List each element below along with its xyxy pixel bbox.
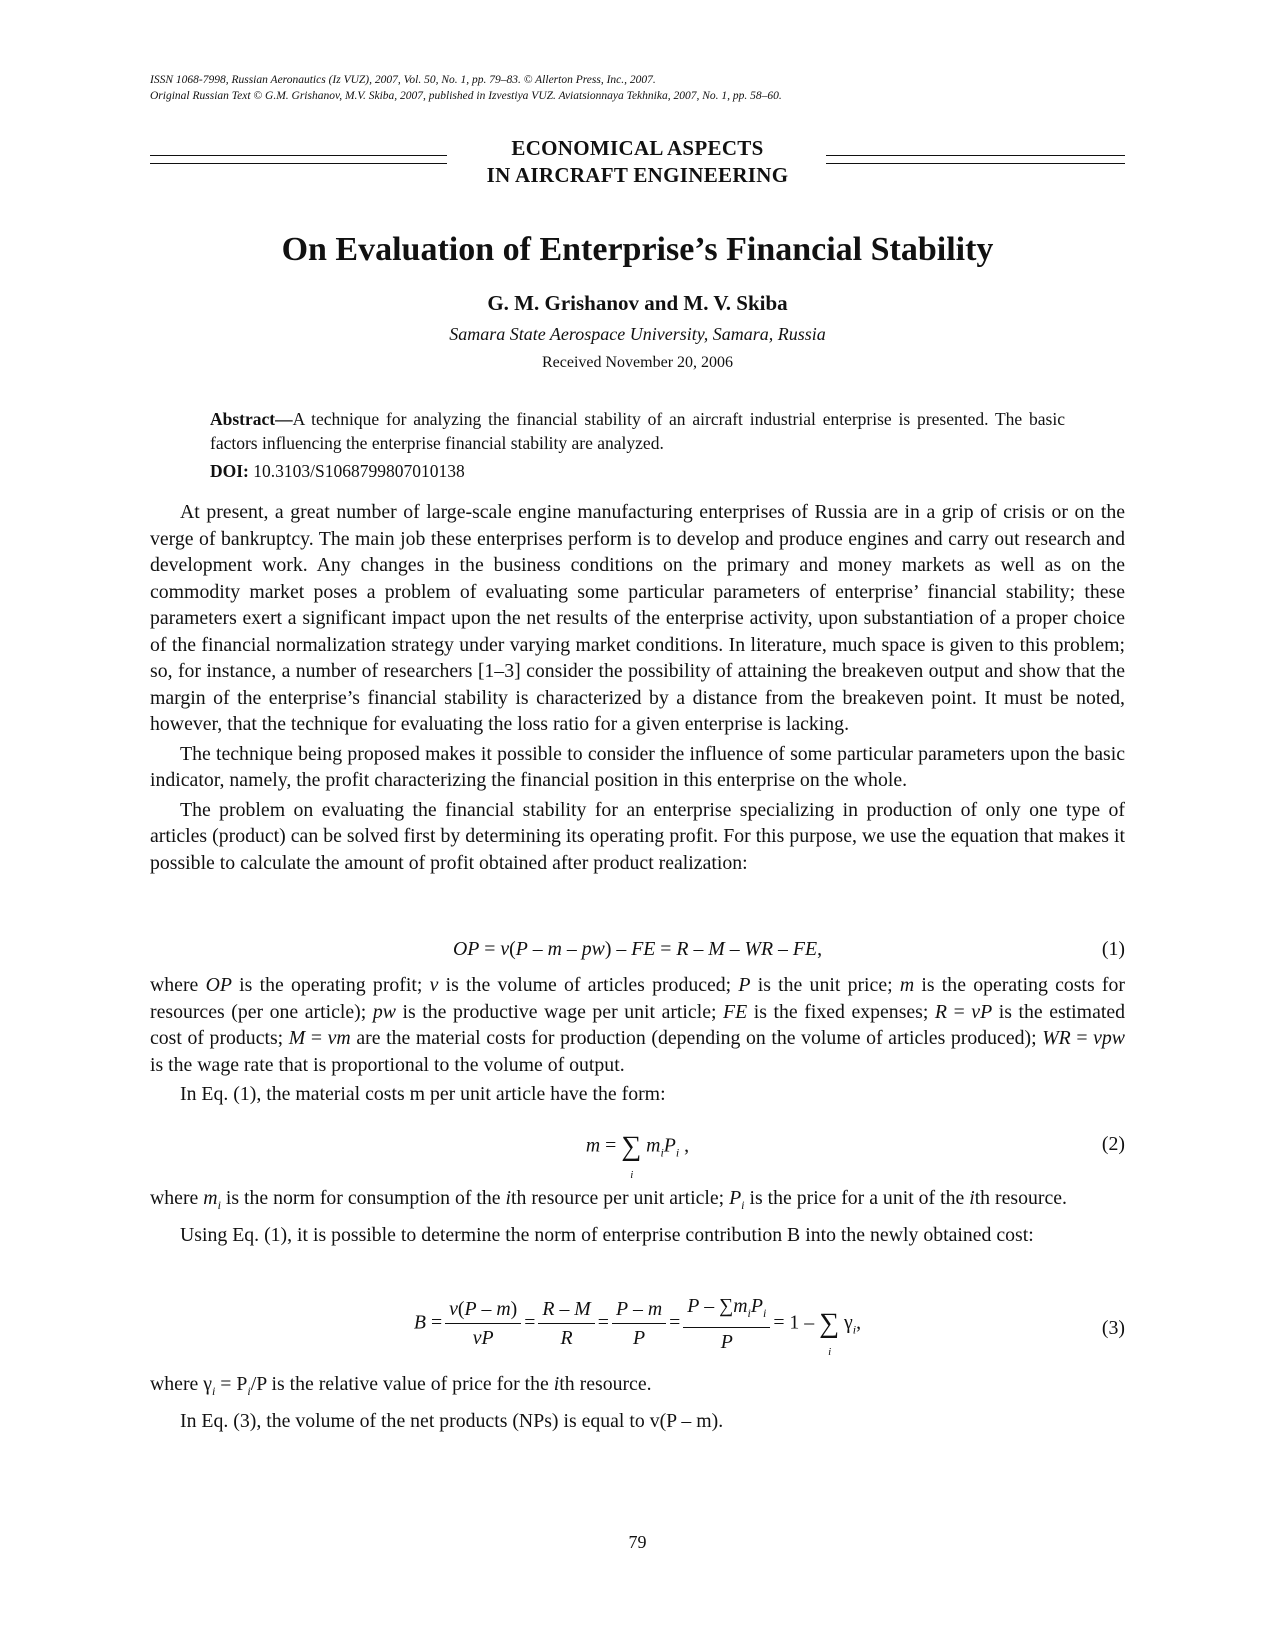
section-heading	[150, 135, 1125, 189]
doi-value: 10.3103/S1068799807010138	[248, 461, 465, 481]
text-frag-c: th resource per unit article;	[511, 1187, 730, 1209]
equation-2-number: (2)	[1101, 1133, 1125, 1155]
abstract	[210, 407, 1065, 455]
frac-3: $\frac{P - m}{P}$	[612, 1296, 666, 1351]
header-line-1: ISSN 1068-7998, Russian Aeronautics (Iz VUZ), 2007, Vol. 50, No. 1, pp. 79–83. © Allerton Press, Inc., 2007.	[150, 74, 656, 86]
paragraph-norm-definition: where $m_i$ is the norm for consumption of the ith resource per unit article; $P_i$ is the price for a unit of the ith resource.	[150, 1187, 1067, 1212]
body-block-2	[150, 972, 1125, 1108]
doi-line	[210, 459, 465, 483]
frac-4: $\frac{P - \sum m_iP_i}{P}$	[683, 1293, 770, 1355]
text-frag-b: is the norm for consumption of the	[220, 1187, 506, 1209]
paragraph-material-costs: In Eq. (1), the material costs m per unit article have the form:	[180, 1083, 666, 1105]
equation-3-number: (3)	[1101, 1317, 1125, 1339]
paragraph-technique: The technique being proposed makes it possible to consider the influence of some particular parameters upon the basic indicator, namely, the profit characterizing the financial position in this enterprise on the whole.	[150, 742, 1125, 791]
sum-symbol: ∑ i	[621, 1131, 642, 1181]
text-frag-d: is the price for a unit of the	[744, 1187, 970, 1209]
text-frag-p8b: = P	[215, 1373, 248, 1395]
text-frag-p8c: /P is the relative value of price for the	[250, 1373, 554, 1395]
equation-1-number: (1)	[1101, 938, 1125, 960]
equation-3-formula: B = $\frac{v(P - m)}{vP}$ = $\frac{R - M}{R}$ = $\frac{P - m}{P}$ = $\frac{P - \sum m_iP_i}{P}$ = 1 – ∑ i $\gamma_i$,	[413, 1295, 862, 1358]
paragraph-problem: The problem on evaluating the financial stability for an enterprise specializing in production of only one type of articles (product) can be solved first by determining its operating profit. For this purpose, we use the equation that makes it possible to calculate the amount of profit obtained after product realization:	[150, 798, 1125, 874]
equation-2-formula: m = ∑ i $m_iP_i$ ,	[585, 1131, 690, 1181]
journal-header	[150, 72, 782, 104]
frac-1: $\frac{v(P - m)}{vP}$	[445, 1296, 521, 1351]
body-block-1	[150, 499, 1125, 876]
text-frag-p8d: th resource.	[559, 1373, 652, 1395]
paragraph-net-products: In Eq. (3), the volume of the net products (NPs) is equal to v(P – m).	[180, 1410, 724, 1433]
paragraph-contribution: Using Eq. (1), it is possible to determine the norm of enterprise contribution B into the newly obtained cost:	[180, 1224, 1034, 1247]
text-frag-e: th resource.	[974, 1187, 1067, 1209]
paragraph-definitions: where OP is the operating profit; v is the volume of articles produced; P is the unit price; m is the operating costs for resources (per one article); pw is the productive wage per unit article; FE is the fixed expenses; R = vP is the estimated cost of products; M = vm are the material costs for production (depending on the volume of articles produced); WR = vpw is the wage rate that is proportional to the volume of output.	[150, 974, 1126, 1076]
page-number: 79	[628, 1532, 647, 1552]
equation-2	[150, 1131, 1125, 1181]
sum-symbol-gamma: ∑ i	[819, 1307, 840, 1358]
article-title: On Evaluation of Enterprise’s Financial Stability	[281, 231, 994, 268]
frac-2: $\frac{R - M}{R}$	[538, 1296, 594, 1351]
section-heading-line-1: ECONOMICAL ASPECTS	[511, 136, 764, 160]
text-frag-p8a: where γ	[150, 1373, 213, 1395]
abstract-text: A technique for analyzing the financial stability of an aircraft industrial enterprise is presented. The basic factors influencing the enterprise financial stability are analyzed.	[210, 409, 1065, 453]
section-heading-line-2: IN AIRCRAFT ENGINEERING	[486, 163, 789, 187]
equation-1-formula: OP = v(P – m – pw) – FE = R – M – WR – FE,	[452, 938, 823, 960]
body-block-4	[150, 1371, 1125, 1435]
article-affiliation: Samara State Aerospace University, Samara, Russia	[449, 324, 826, 344]
article-authors: G. M. Grishanov and M. V. Skiba	[487, 291, 788, 315]
abstract-label: Abstract—	[210, 409, 293, 429]
doi-label: DOI:	[210, 461, 249, 481]
header-line-2: Original Russian Text © G.M. Grishanov, M.V. Skiba, 2007, published in Izvestiya VUZ. Aviatsionnaya Tekhnika, 2007, No. 1, pp. 58–60.	[150, 90, 782, 102]
paragraph-gamma-definition: where $\gamma_i = P_i/P$ is the relative value of price for the ith resource.	[150, 1373, 652, 1398]
equation-3	[150, 1293, 1125, 1365]
paragraph-intro: At present, a great number of large-scale engine manufacturing enterprises of Russia are in a grip of crisis or on the verge of bankruptcy. The main job these enterprises perform is to develop and produce engines and carry out research and development work. Any changes in the business conditions on the primary and money markets as well as on the commodity market poses a problem of evaluating some particular parameters of enterprise’ financial stability; these parameters exert a significant impact upon the net results of the enterprise activity, upon substantiation of a proper choice of the financial normalization strategy under varying market conditions. In literature, much space is given to this problem; so, for instance, a number of researchers [1–3] consider the possibility of attaining the breakeven output and show that the margin of the enterprise’s financial stability is characterized by a distance from the breakeven point. It must be noted, however, that the technique for evaluating the loss ratio for a given enterprise is lacking.	[150, 501, 1125, 735]
body-block-3	[150, 1185, 1125, 1249]
received-date: Received November 20, 2006	[541, 354, 734, 371]
equation-1	[150, 938, 1125, 966]
